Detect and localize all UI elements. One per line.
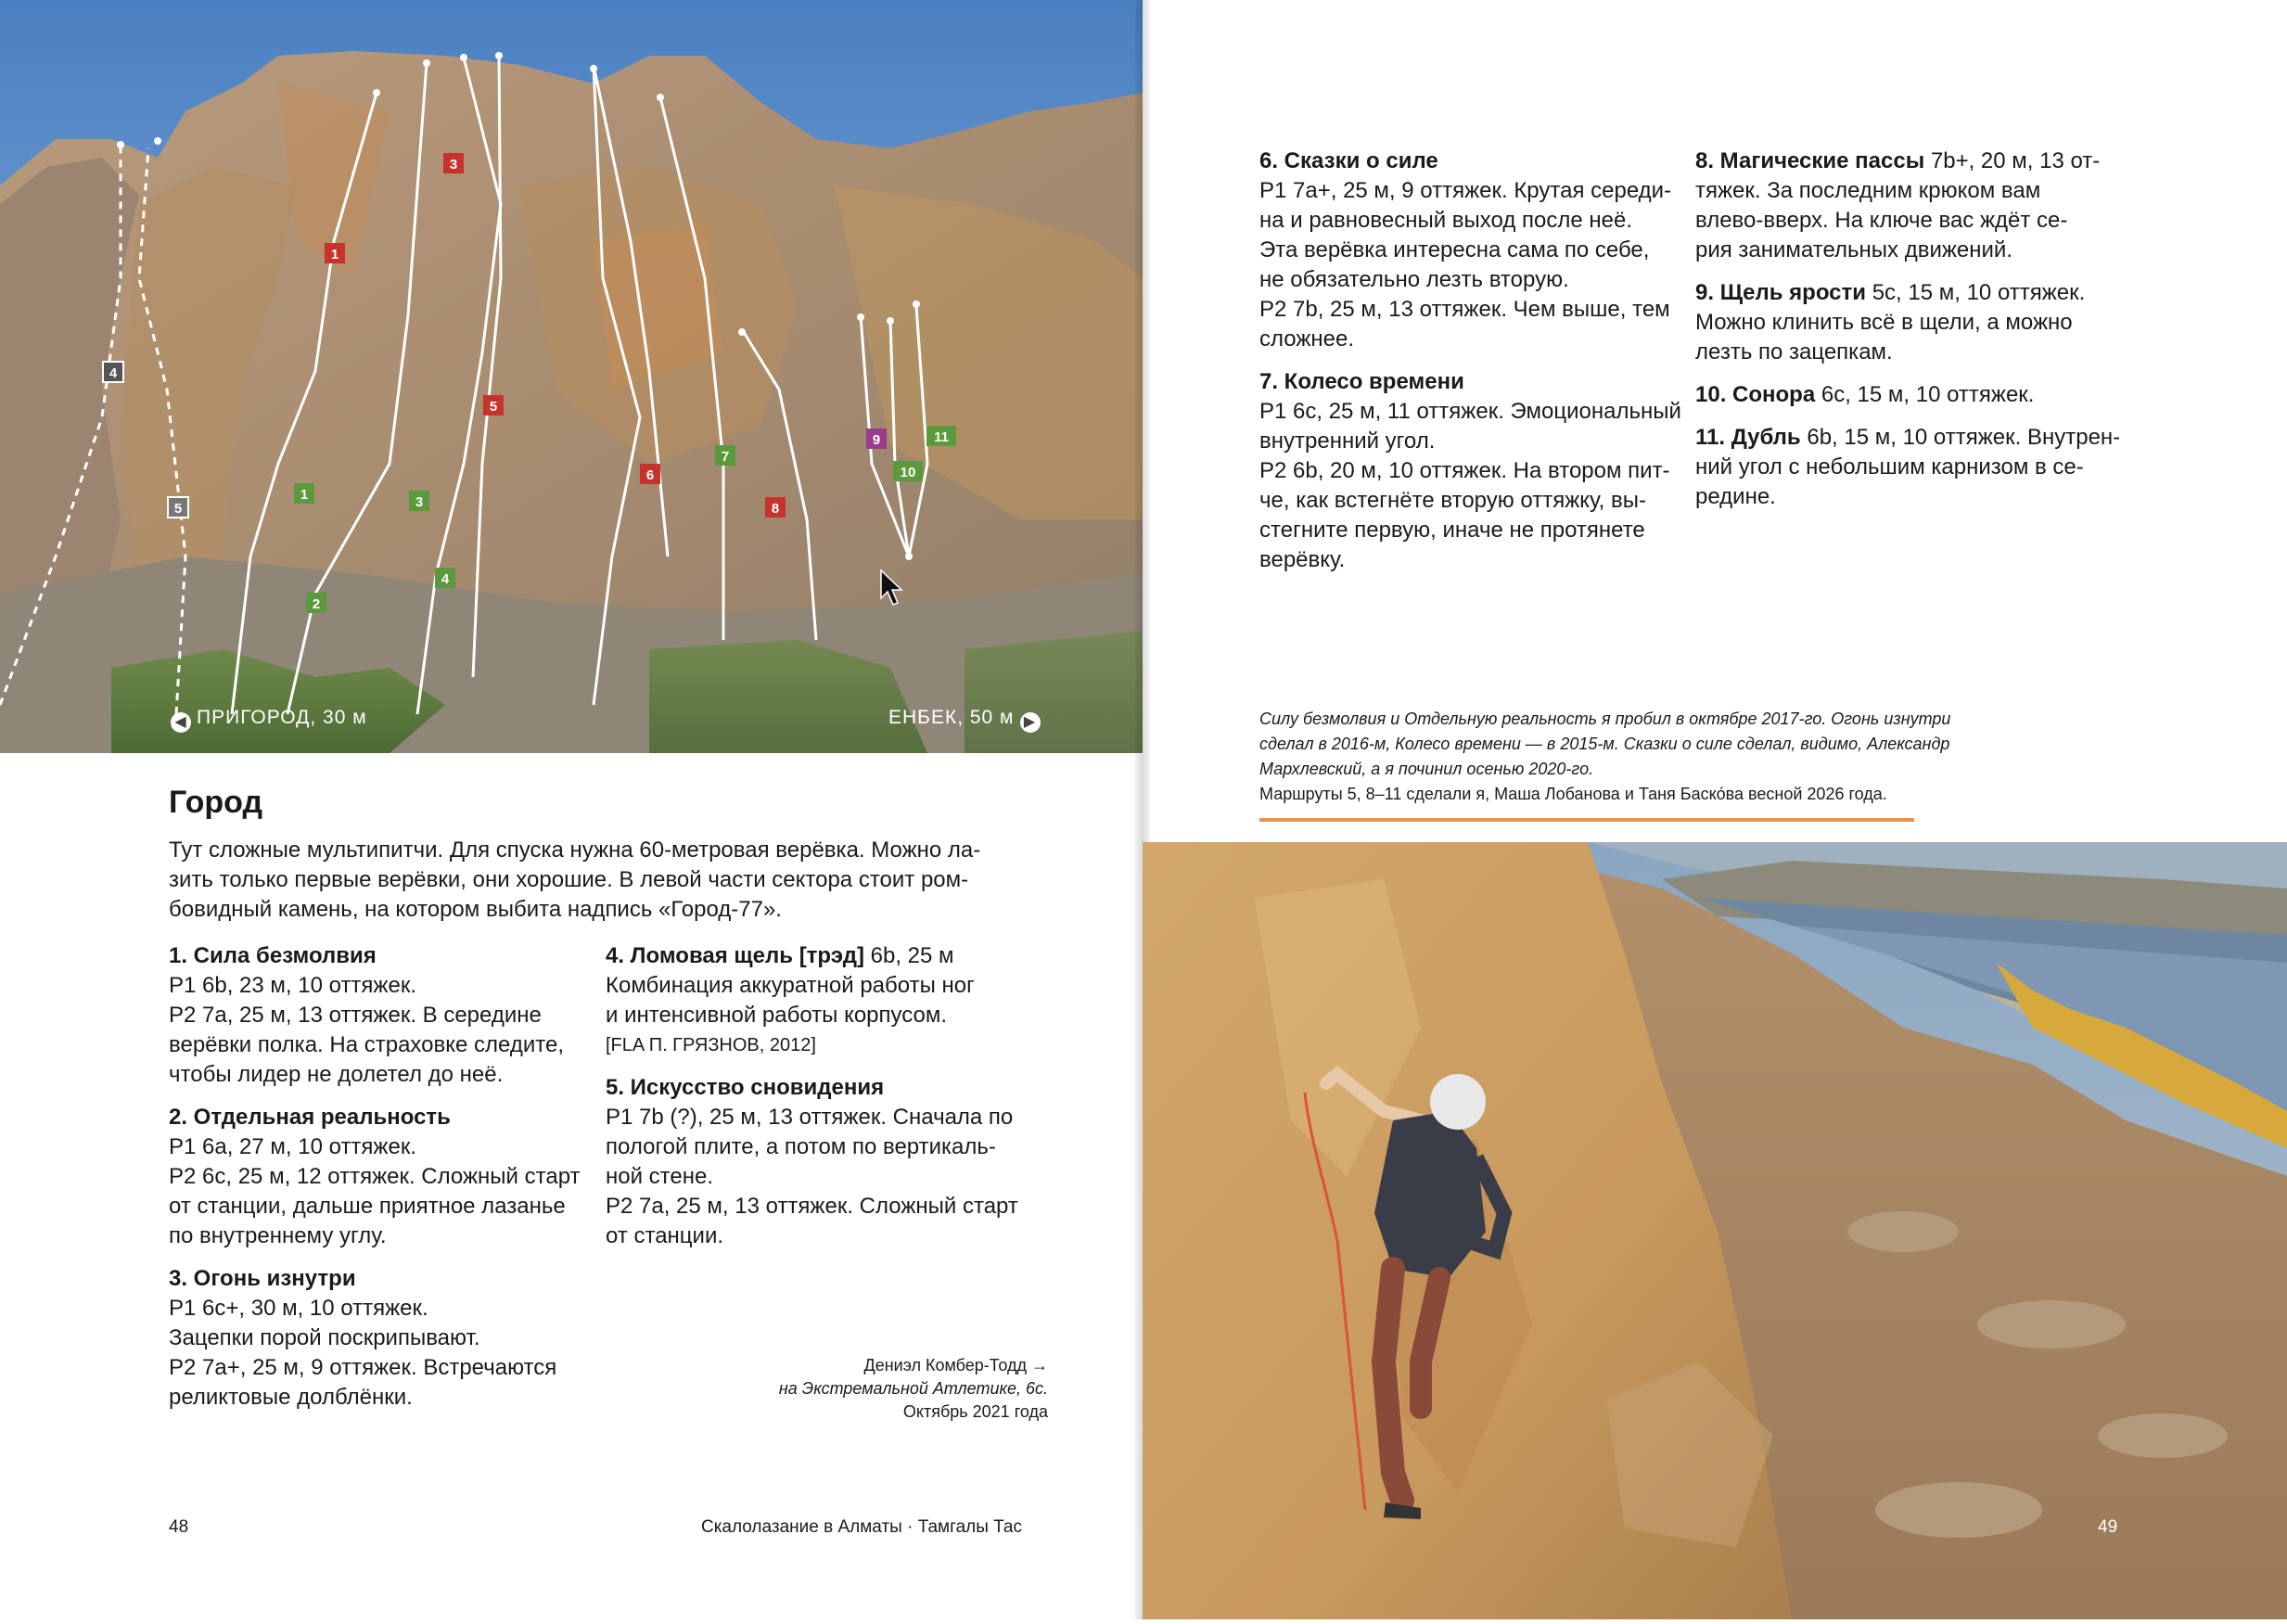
crag-illustration bbox=[0, 0, 1143, 753]
svg-text:1: 1 bbox=[330, 247, 339, 262]
section-title: Город bbox=[169, 785, 263, 820]
left-wall-label-text: ПРИГОРОД, 30 м bbox=[197, 707, 367, 728]
route-line: пологой плите, а потом по вертикаль- bbox=[606, 1134, 996, 1159]
svg-text:4: 4 bbox=[441, 571, 450, 587]
route-grade: 7b+, 20 м, 13 от- bbox=[1924, 148, 2101, 173]
route-title: 7. Колесо времени bbox=[1259, 369, 1464, 394]
intro-line: зить только первые верёвки, они хорошие. В левой части сектора стоит ром- bbox=[169, 867, 969, 892]
page-number-left: 48 bbox=[169, 1517, 189, 1537]
route-grade: 6b, 15 м, 10 оттяжек. Внутрен- bbox=[1800, 425, 2121, 450]
route-line: лезть по зацепкам. bbox=[1695, 339, 1893, 364]
route-line: P2 7b, 25 м, 13 оттяжек. Чем выше, тем bbox=[1259, 297, 1670, 322]
route-1 bbox=[169, 941, 595, 1090]
route-line: рия занимательных движений. bbox=[1695, 237, 2012, 262]
svg-text:7: 7 bbox=[721, 449, 730, 465]
route-8 bbox=[1695, 147, 2131, 265]
route-line: че, как встегнёте вторую оттяжку, вы- bbox=[1259, 488, 1646, 513]
route-11 bbox=[1695, 423, 2131, 512]
left-page-col2 bbox=[606, 941, 1041, 1264]
right-wall-label[interactable] bbox=[888, 707, 1046, 733]
page-number-right: 49 bbox=[2098, 1517, 2118, 1537]
route-line: P1 6b, 23 м, 10 оттяжек. bbox=[169, 973, 416, 998]
running-footer: Скалолазание в Алматы · Тамгалы Тас bbox=[700, 1517, 1022, 1537]
svg-text:1: 1 bbox=[300, 487, 309, 503]
route-line: P1 6c+, 30 м, 10 оттяжек. bbox=[169, 1296, 428, 1321]
route-line: не обязательно лезть вторую. bbox=[1259, 267, 1569, 292]
route-title: 10. Сонора bbox=[1695, 382, 1816, 407]
svg-text:4: 4 bbox=[109, 365, 118, 381]
intro-line: бовидный камень, на котором выбита надпись «Город-77». bbox=[169, 897, 782, 922]
route-6 bbox=[1259, 147, 1686, 354]
route-line: P1 6a, 27 м, 10 оттяжек. bbox=[169, 1134, 416, 1159]
climber-photo bbox=[1143, 842, 2287, 1619]
route-line: стегните первую, иначе не протянете bbox=[1259, 518, 1645, 543]
svg-text:8: 8 bbox=[771, 501, 780, 517]
route-title: 9. Щель ярости bbox=[1695, 280, 1867, 305]
route-line: верёвки полка. На страховке следите, bbox=[169, 1032, 564, 1057]
section-intro bbox=[169, 836, 1041, 925]
route-title: 2. Отдельная реальность bbox=[169, 1105, 451, 1130]
right-wall-label-text: ЕНБЕК, 50 м bbox=[888, 707, 1015, 728]
route-title: 4. Ломовая щель [трэд] bbox=[606, 943, 864, 968]
route-line: P2 7a, 25 м, 13 оттяжек. В середине bbox=[169, 1003, 542, 1028]
route-line: внутренний угол. bbox=[1259, 428, 1436, 454]
route-line: P2 6c, 25 м, 12 оттяжек. Сложный старт bbox=[169, 1164, 581, 1189]
left-wall-label[interactable] bbox=[165, 707, 367, 733]
right-page-col2 bbox=[1695, 147, 2131, 525]
svg-text:6: 6 bbox=[645, 467, 655, 483]
route-10 bbox=[1695, 380, 2131, 410]
route-line: сложнее. bbox=[1259, 326, 1355, 352]
route-3 bbox=[169, 1264, 595, 1413]
route-line: влево-вверх. На ключе вас ждёт се- bbox=[1695, 208, 2068, 233]
route-title: 11. Дубль bbox=[1695, 425, 1801, 450]
note-line: Силу безмолвия и Отдельную реальность я пробил в октябре 2017-го. Огонь изнутри bbox=[1259, 710, 1951, 728]
route-title: 3. Огонь изнутри bbox=[169, 1266, 356, 1291]
accent-rule bbox=[1259, 818, 1914, 822]
route-line: тяжек. За последним крюком вам bbox=[1695, 178, 2041, 203]
route-4 bbox=[606, 941, 1041, 1060]
route-line: Комбинация аккуратной работы ног bbox=[606, 973, 975, 998]
crag-topo-photo bbox=[0, 0, 1143, 753]
route-2 bbox=[169, 1103, 595, 1251]
first-ascent-note bbox=[1259, 707, 2038, 807]
caption-line: на Экстремальной Атлетике, 6c. bbox=[778, 1379, 1048, 1398]
route-line: P1 7a+, 25 м, 9 оттяжек. Крутая середи- bbox=[1259, 178, 1672, 203]
route-line: от станции. bbox=[606, 1223, 724, 1248]
svg-text:9: 9 bbox=[872, 432, 881, 448]
route-line: от станции, дальше приятное лазанье bbox=[169, 1194, 566, 1219]
svg-text:3: 3 bbox=[415, 494, 424, 510]
svg-text:2: 2 bbox=[312, 596, 321, 612]
note-line: Маршруты 5, 8–11 сделали я, Маша Лобанова и Таня Баско́ва весной 2026 года. bbox=[1259, 785, 1887, 803]
right-page-col1 bbox=[1259, 147, 1686, 588]
route-grade: 6b, 25 м bbox=[863, 943, 954, 968]
climber-illustration bbox=[1143, 842, 2287, 1619]
route-line: чтобы лидер не долетел до неё. bbox=[169, 1062, 504, 1087]
route-line: редине. bbox=[1695, 484, 1776, 509]
intro-line: Тут сложные мультипитчи. Для спуска нужна 60-метровая верёвка. Можно ла- bbox=[169, 838, 981, 863]
arrow-left-icon: ◀ bbox=[171, 712, 191, 733]
route-line: P1 6c, 25 м, 11 оттяжек. Эмоциональный bbox=[1259, 399, 1681, 424]
svg-text:3: 3 bbox=[449, 157, 458, 173]
svg-text:10: 10 bbox=[900, 465, 916, 480]
route-line: верёвку. bbox=[1259, 547, 1346, 572]
route-grade: 6c, 15 м, 10 оттяжек. bbox=[1815, 382, 2035, 407]
route-line: по внутреннему углу. bbox=[169, 1223, 387, 1248]
route-title: 8. Магические пассы bbox=[1695, 148, 1925, 173]
route-7 bbox=[1259, 367, 1686, 575]
route-line: Эта верёвка интересна сама по себе, bbox=[1259, 237, 1650, 262]
route-line: ной стене. bbox=[606, 1164, 714, 1189]
arrow-right-icon: ▶ bbox=[1020, 712, 1041, 733]
route-title: 5. Искусство сновидения bbox=[606, 1075, 885, 1100]
caption-line: Дениэл Комбер-Тодд → bbox=[863, 1356, 1048, 1375]
route-5 bbox=[606, 1073, 1041, 1251]
note-line: сделал в 2016-м, Колесо времени — в 2015-м. Сказки о силе сделал, видимо, Александр bbox=[1259, 735, 1950, 753]
route-grade: 5c, 15 м, 10 оттяжек. bbox=[1866, 280, 2086, 305]
route-line: P2 6b, 20 м, 10 оттяжек. На втором пит- bbox=[1259, 458, 1670, 483]
route-title: 1. Сила безмолвия bbox=[169, 943, 377, 968]
route-line: реликтовые долблёнки. bbox=[169, 1385, 413, 1410]
svg-text:11: 11 bbox=[934, 429, 949, 445]
route-line: и интенсивной работы корпусом. bbox=[606, 1003, 948, 1028]
route-line: Зацепки порой поскрипывают. bbox=[169, 1325, 480, 1350]
route-line: на и равновесный выход после неё. bbox=[1259, 208, 1632, 233]
route-line: ний угол с небольшим карнизом в се- bbox=[1695, 454, 2084, 480]
route-line: [FLA П. ГРЯЗНОВ, 2012] bbox=[606, 1035, 816, 1055]
photo-caption bbox=[705, 1354, 1048, 1424]
note-line: Мархлевский, а я починил осенью 2020-го. bbox=[1259, 760, 1594, 778]
route-line: P2 7a, 25 м, 13 оттяжек. Сложный старт bbox=[606, 1194, 1018, 1219]
svg-text:5: 5 bbox=[173, 501, 183, 517]
svg-text:5: 5 bbox=[489, 399, 498, 415]
route-line: Можно клинить всё в щели, а можно bbox=[1695, 310, 2073, 335]
left-page-col1 bbox=[169, 941, 595, 1426]
route-line: P2 7a+, 25 м, 9 оттяжек. Встречаются bbox=[169, 1355, 557, 1380]
route-9 bbox=[1695, 278, 2131, 367]
route-line: P1 7b (?), 25 м, 13 оттяжек. Сначала по bbox=[606, 1105, 1014, 1130]
route-title: 6. Сказки о силе bbox=[1259, 148, 1438, 173]
caption-line: Октябрь 2021 года bbox=[902, 1402, 1048, 1421]
